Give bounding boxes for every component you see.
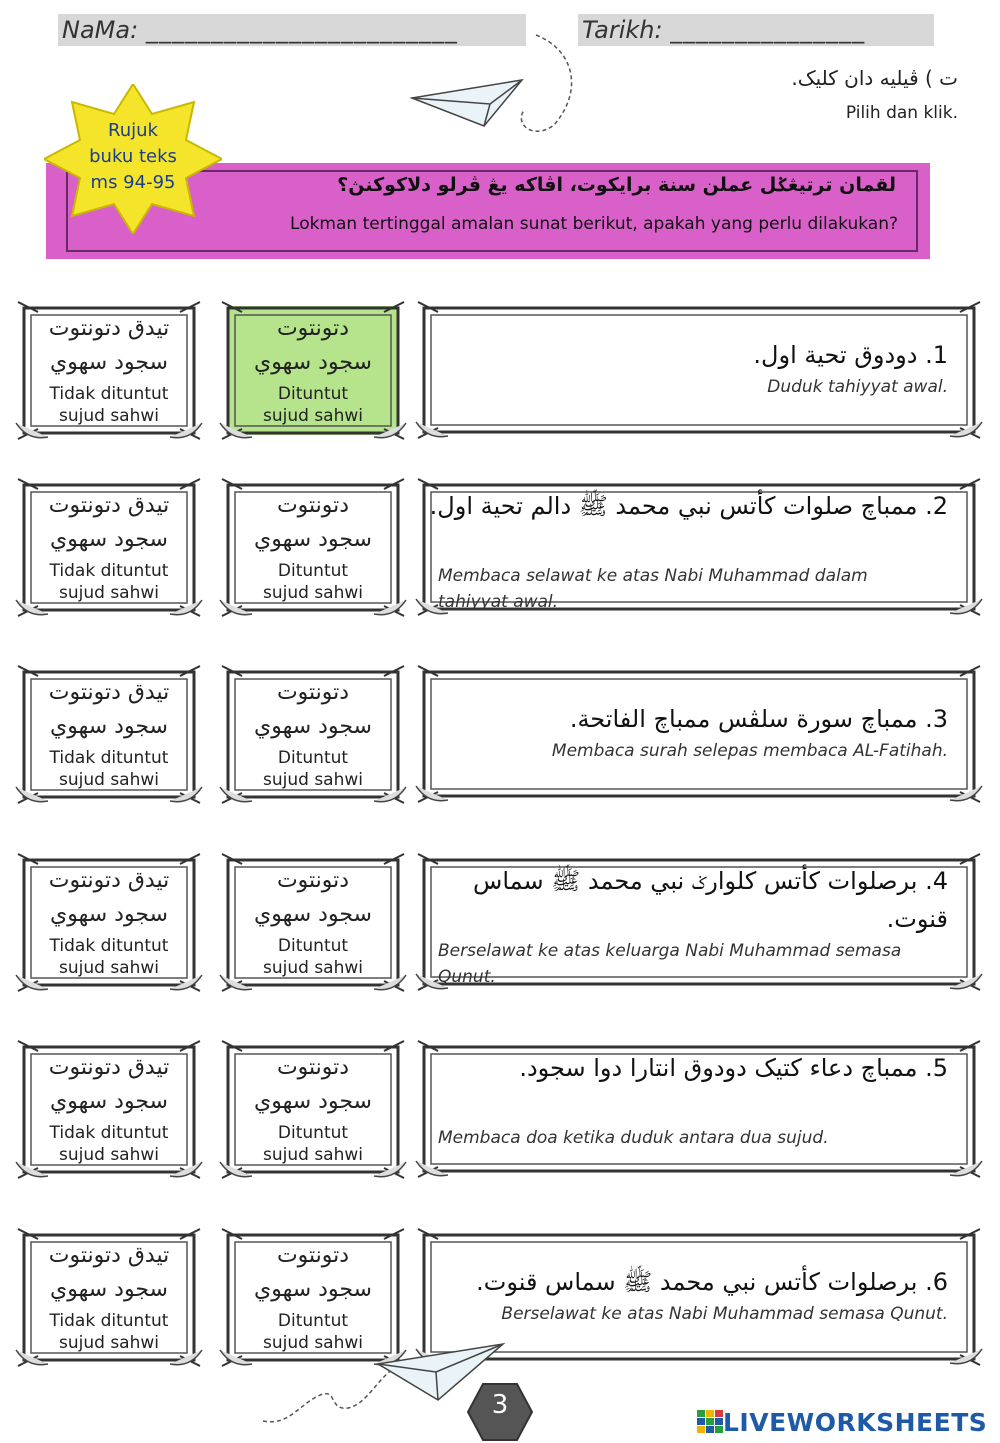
option-malay-line-1: Tidak dituntut (49, 1311, 169, 1331)
option-malay-line-1: Tidak dituntut (49, 936, 169, 956)
question-item-malay: Berselawat ke atas Nabi Muhammad semasa Qunut. (501, 1304, 948, 1324)
option-jawi-line-2: سجود سهوي (254, 1089, 372, 1114)
textbook-reference (66, 118, 200, 196)
option-required-1[interactable] (218, 298, 408, 443)
option-not-required-3[interactable] (14, 662, 204, 807)
option-not-required-2[interactable] (14, 475, 204, 620)
option-malay-line-1: Tidak dituntut (49, 1123, 169, 1143)
option-malay-line-1: Tidak dituntut (49, 561, 169, 581)
question-item-2 (414, 475, 984, 619)
option-malay-line-2: sujud sahwi (263, 406, 363, 426)
instruction-jawi: ت ) ڤيليه دان کليک. (791, 66, 958, 90)
question-item-4 (414, 850, 984, 994)
option-jawi-line-2: سجود سهوي (254, 350, 372, 375)
question-item-malay: Duduk tahiyyat awal. (767, 377, 948, 397)
option-malay-line-1: Dituntut (277, 748, 349, 768)
option-jawi-line-1: دتونتوت (276, 680, 350, 705)
question-item-malay: Membaca surah selepas membaca AL-Fatihah. (551, 741, 948, 761)
option-jawi-line-1: دتونتوت (276, 493, 350, 518)
paper-plane-icon (404, 30, 584, 140)
question-item-jawi: 1. دودوق تحية اول. (753, 341, 948, 369)
option-jawi-line-1: دتونتوت (276, 868, 350, 893)
option-malay-line-1: Dituntut (277, 1311, 349, 1331)
option-jawi-line-2: سجود سهوي (254, 902, 372, 927)
option-malay-line-2: sujud sahwi (263, 958, 363, 978)
option-malay-line-2: sujud sahwi (263, 1333, 363, 1353)
question-item-malay: Membaca doa ketika duduk antara dua sujud. (438, 1128, 829, 1148)
instruction-malay: Pilih dan klik. (845, 103, 958, 123)
name-label: NaMa: (62, 16, 139, 44)
option-jawi-line-1: دتونتوت (276, 316, 350, 341)
liveworksheets-logo-icon (697, 1410, 723, 1434)
option-malay-line-1: Dituntut (277, 384, 349, 404)
option-jawi-line-1: تيدق دتونتوت (48, 316, 170, 341)
option-malay-line-1: Tidak dituntut (49, 748, 169, 768)
question-item-jawi: 2. ممباچ صلوات کأتس نبي محمد ﷺ دالم تحية اول. (429, 492, 948, 520)
option-required-5[interactable] (218, 1037, 408, 1182)
page-number: 3 (491, 1390, 509, 1420)
liveworksheets-logo (697, 1406, 987, 1438)
option-jawi-line-2: سجود سهوي (50, 527, 168, 552)
option-jawi-line-2: سجود سهوي (254, 1277, 372, 1302)
reference-line-3: ms 94-95 (90, 172, 176, 193)
date-field[interactable] (578, 14, 934, 46)
option-malay-line-1: Dituntut (277, 936, 349, 956)
option-required-2[interactable] (218, 475, 408, 620)
option-malay-line-2: sujud sahwi (59, 958, 159, 978)
option-malay-line-2: sujud sahwi (59, 1333, 159, 1353)
option-malay-line-1: Tidak dituntut (49, 384, 169, 404)
option-not-required-5[interactable] (14, 1037, 204, 1182)
question-item-5 (414, 1037, 984, 1181)
option-jawi-line-2: سجود سهوي (50, 350, 168, 375)
question-item-malay: Berselawat ke atas keluarga Nabi Muhammad semasa Qunut. (438, 941, 902, 987)
reference-line-2: buku teks (89, 146, 177, 167)
question-malay: Lokman tertinggal amalan sunat berikut, apakah yang perlu dilakukan? (290, 214, 898, 234)
option-jawi-line-1: تيدق دتونتوت (48, 868, 170, 893)
option-jawi-line-2: سجود سهوي (254, 714, 372, 739)
option-malay-line-2: sujud sahwi (263, 583, 363, 603)
reference-line-1: Rujuk (108, 120, 158, 141)
option-malay-line-2: sujud sahwi (59, 583, 159, 603)
option-malay-line-1: Dituntut (277, 561, 349, 581)
option-jawi-line-2: سجود سهوي (50, 1089, 168, 1114)
option-malay-line-2: sujud sahwi (263, 770, 363, 790)
option-malay-line-1: Dituntut (277, 1123, 349, 1143)
option-jawi-line-1: دتونتوت (276, 1055, 350, 1080)
question-item-jawi: 5. ممباچ دعاء کتيک دودوق انتارا دوا سجود. (519, 1054, 948, 1082)
option-required-4[interactable] (218, 850, 408, 995)
question-item-malay: Membaca selawat ke atas Nabi Muhammad dalam tahiyyat awal. (438, 566, 868, 612)
option-not-required-1[interactable] (14, 298, 204, 443)
option-malay-line-2: sujud sahwi (59, 770, 159, 790)
option-malay-line-2: sujud sahwi (263, 1145, 363, 1165)
option-not-required-6[interactable] (14, 1225, 204, 1370)
option-jawi-line-1: تيدق دتونتوت (48, 1055, 170, 1080)
option-jawi-line-1: تيدق دتونتوت (48, 680, 170, 705)
option-jawi-line-2: سجود سهوي (50, 902, 168, 927)
question-item-jawi: 4. برصلوات کأتس کلوارݢ نبي محمد ﷺ سماس قنوت. (473, 867, 948, 933)
question-item-3 (414, 662, 984, 806)
question-jawi: لقمان ترتيڠݢل عملن سنة برايکوت، اڤاکه يڠ ڤرلو دلاکوکنڽ؟ (337, 174, 896, 196)
option-required-3[interactable] (218, 662, 408, 807)
option-jawi-line-1: دتونتوت (276, 1243, 350, 1268)
option-jawi-line-2: سجود سهوي (254, 527, 372, 552)
option-not-required-4[interactable] (14, 850, 204, 995)
option-malay-line-2: sujud sahwi (59, 1145, 159, 1165)
option-jawi-line-1: تيدق دتونتوت (48, 493, 170, 518)
date-label: Tarikh: (582, 16, 663, 44)
question-item-jawi: 6. برصلوات کأتس نبي محمد ﷺ سماس قنوت. (476, 1268, 948, 1296)
option-jawi-line-2: سجود سهوي (50, 1277, 168, 1302)
brand-name: LIVEWORKSHEETS (723, 1407, 988, 1437)
option-jawi-line-2: سجود سهوي (50, 714, 168, 739)
option-malay-line-2: sujud sahwi (59, 406, 159, 426)
name-line: ________________________ (145, 16, 458, 44)
question-item-1 (414, 298, 984, 442)
question-item-jawi: 3. ممباچ سورة سلڤس ممباچ الفاتحة. (569, 705, 948, 733)
option-jawi-line-1: تيدق دتونتوت (48, 1243, 170, 1268)
date-line: _______________ (670, 16, 866, 44)
